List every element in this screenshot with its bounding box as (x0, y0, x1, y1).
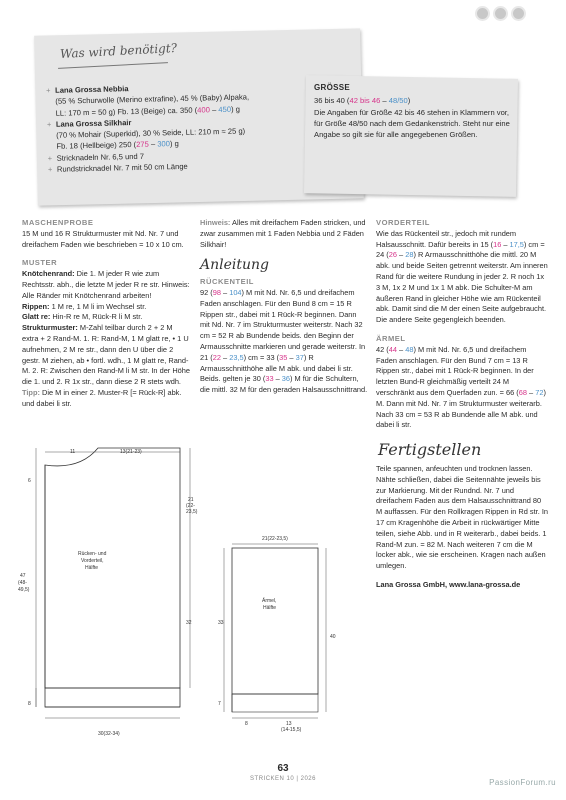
pattern-heading: MUSTER (22, 258, 58, 268)
finishing-heading: Fertigstellen (378, 440, 482, 460)
body-schematic: 11 13(21-23) 6 21 (22- 23,5) Rücken- und Vorderteil, Hälfte 47 (48- 49,5) 32 8 30(32-34) (0, 0, 566, 800)
watermark: PassionForum.ru (489, 778, 556, 787)
gauge-text: 15 M und 16 R Strukturmuster mit Nd. Nr. 7 und dreifachem Faden wie beschrieben = 10 x 10 cm. (22, 228, 184, 249)
back-heading: RÜCKENTEIL (200, 277, 254, 287)
material-item: + Lana Grossa Nebbia (46, 84, 129, 95)
materials-list: + Lana Grossa Nebbia (55 % Schurwolle (Merino extrafine), 45 % (Baby) Alpaka, LL: 170 m = 50 g) Fb. 13 (Beige) ca. 350 (400 – 450) g + Lana Grossa Silkhair (70 % Mohair (Superkid), 30 % Seide, LL: 210 m ≈ 25 g) Fb. 18 (Hellbeige) 250 (275 – 300) g + Stricknadeln Nr. 6,5 und 7 + Rundstricknadel Nr. 7 mit 50 cm Länge (46, 79, 308, 175)
back-text: 92 (98 – 104) M mit Nd. Nr. 6,5 und dreifachem Faden anschlagen. Für den Bund 8 cm = 15 R Rippen str., dabei mit 1 Rück-R beginnen. Dann mit Nd. Nr. 7 im Strukturmuster weiterstr. Nach 32 cm = 52 R ab Bundende beids. den Beginn der Armausschnitte markieren und gerade weiterstr. In 21 (22 – 23,5) cm = 33 (35 – 37) R Armausschnitthöhe alle M abk. und dabei li str. Beids. gelten je 30 (33 – 36) M für die Schultern, die mittl. 32 M für den geraden Halsausschnittrand. (200, 287, 368, 395)
pattern-stockinette: Glatt re: Hin-R re M, Rück-R li M str. (22, 312, 143, 322)
material-item: + Lana Grossa Silkhair (46, 117, 132, 129)
sleeve-schematic: 21(22-23,5) Ärmel, Hälfte 33 40 7 8 13 (14-15,5) (0, 0, 566, 800)
front-heading: VORDERTEIL (376, 218, 430, 227)
column-middle (200, 218, 368, 396)
material-item: + Stricknadeln Nr. 6,5 und 7 (47, 151, 145, 163)
gauge-heading: MASCHENPROBE (22, 218, 94, 227)
hint-text: Hinweis: Alles mit dreifachem Faden stricken, und zwar zusammen mit 1 Faden Nebbia und 2 Fäden Silkhair! (200, 218, 366, 249)
materials-title: Was wird benötigt? (59, 40, 178, 62)
material-item: + Rundstricknadel Nr. 7 mit 50 cm Länge (47, 161, 188, 175)
pattern-knot-edge: Knötchenrand: Die 1. M jeder R wie zum Rechtsstr. abh., die letzte M jeder R re str. Hinweis: Alle Ränder mit Knötchenrand arbeiten! (22, 269, 190, 300)
pattern-structure: Strukturmuster: M-Zahl teilbar durch 2 + 2 M extra + 2 Rand-M. 1. R: Rand-M, 1 M glatt re, • 1 U aufnehmen, 2 M re str., dann den U über die 2 gestr. M ziehen, ab • fortl. wdh., 1 M glatt re, Rand-M. 2. R: Zwischen den Rand-M li M str. In der Höhe die 1. und 2. R 1x str., dann diese 2 R stets wdh. Tipp: Die M in einer 2. Muster-R [= Rück-R] abk. und dabei li str. (22, 323, 190, 408)
front-text: Wie das Rückenteil str., jedoch mit rundem Halsausschnitt. Dafür bereits in 15 (16 – 17,5) cm = 24 (26 – 28) R Armausschnitthöhe die mittl. 20 M abk. und beide Seiten getrennt weiterstr. Am inneren Rand für die weitere Rundung in jeder 2. R noch 1x 3 M, 1x 2 M und 1x 1 M abk. Die Schulter-M am äußeren Rand in gleicher Höhe wie am Rückenteil abk. Damit sind die M der einen Seite aufgebraucht. Die andere Seite gegengleich beenden. (376, 228, 548, 325)
finishing-text: Teile spannen, anfeuchten und trocknen lassen. Nähte schließen, dabei die Seitennähte jeweils bis zur Markierung. Mit der Rundnd. Nr. 7 und dreifachem Faden aus dem Halsausschnittrand 80 M auffassen. Für den Rollkragen Rippen in Rd str. In 17 cm Kragenhöhe die Arbeit in rückwärtiger Mitte teilen, siehe Abb. und in R weiterarb., dabei beids. 1 Rand-M zun. = 82 M. Nach weiteren 7 cm die M locker abk., wie sie erscheinen. Kragen nach außen umlegen. (376, 463, 548, 571)
size-text: Die Angaben für Größe 42 bis 46 stehen in Klammern vor, für Größe 48/50 nach dem Gedankenstrich. Steht nur eine Angabe so gilt sie für alle angegebenen Größen. (314, 107, 510, 140)
brand-logo (475, 6, 526, 21)
size-heading: GRÖSSE (314, 83, 351, 92)
size-section (314, 82, 510, 140)
logo-circle-icon (475, 6, 490, 21)
sleeve-heading: ÄRMEL (376, 333, 406, 343)
logo-circle-icon (511, 6, 526, 21)
instructions-heading: Anleitung (200, 257, 269, 274)
logo-circle-icon (493, 6, 508, 21)
page-number: 63 (277, 763, 289, 774)
magazine-issue: STRICKEN 10 | 2026 (250, 776, 316, 782)
column-right (376, 218, 548, 591)
column-left (22, 218, 190, 410)
credit-text: Lana Grossa GmbH, www.lana-grossa.de (376, 579, 521, 589)
size-range: 36 bis 40 (42 bis 46 – 48/50) (314, 96, 411, 106)
sleeve-text: 42 (44 – 48) M mit Nd. Nr. 6,5 und dreifachem Faden anschlagen. Für den Bund 7 cm = 13 R Rippen str., dabei mit 1 Rück-R beginnen. In der letzten Bund-R gleichmäßig verteilt 24 M verschränkt aus dem Querfaden zun. = 66 (68 – 72) M. Dann mit Nd. Nr. 7 im Strukturmuster weiterarb. Nach 33 cm = 53 R ab Bundende alle M abk. und dabei li str. (376, 344, 546, 430)
pattern-ribs: Rippen: 1 M re, 1 M li im Wechsel str. (22, 301, 147, 311)
